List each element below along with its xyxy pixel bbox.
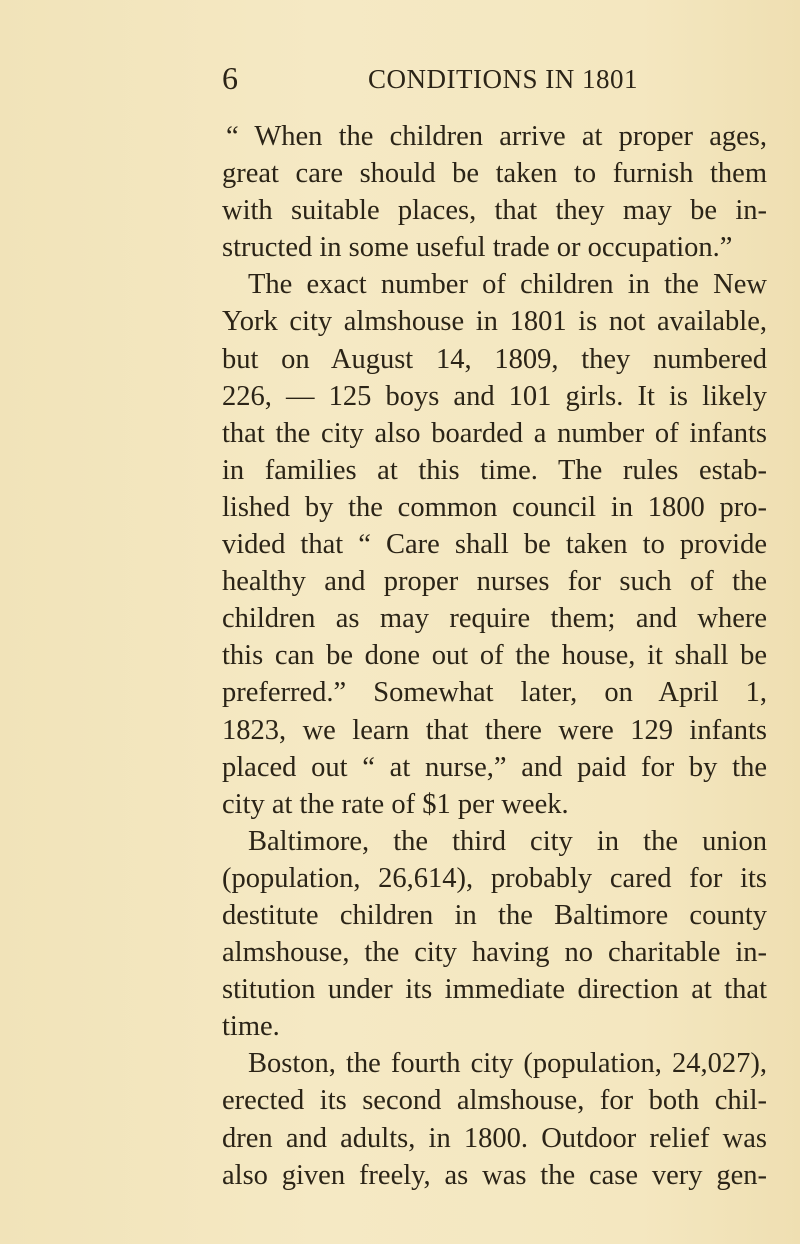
text-line: with suitable places, that they may be in- (222, 195, 767, 227)
text-line: in families at this time. The rules estab- (222, 454, 767, 486)
page-number: 6 (222, 60, 238, 96)
text-line: lished by the common council in 1800 pro- (222, 491, 767, 523)
text-line: dren and adults, in 1800. Outdoor relief was (222, 1122, 767, 1154)
text-line: Baltimore, the third city in the union (248, 825, 767, 857)
text-line: time. (222, 1011, 280, 1043)
text-line: that the city also boarded a number of infants (222, 417, 767, 449)
text-line: Boston, the fourth city (population, 24,027), (248, 1048, 767, 1080)
text-line: “ When the children arrive at proper ages, (226, 121, 767, 152)
page-header (222, 58, 782, 98)
text-line: erected its second almshouse, for both chil- (222, 1085, 767, 1117)
text-line: also given freely, as was the case very gen- (222, 1159, 767, 1191)
text-line: structed in some useful trade or occupation.” (222, 232, 733, 264)
text-line: (population, 26,614), probably cared for its (222, 862, 767, 894)
text-line: preferred.” Somewhat later, on April 1, (222, 677, 767, 709)
text-line: stitution under its immediate direction at that (222, 974, 767, 1006)
text-line: this can be done out of the house, it shall be (222, 640, 767, 672)
running-head: CONDITIONS IN 1801 (368, 64, 638, 94)
text-line: vided that “ Care shall be taken to provide (222, 529, 767, 561)
text-line: placed out “ at nurse,” and paid for by the (222, 751, 767, 783)
text-line: The exact number of children in the New (248, 269, 767, 301)
text-line: almshouse, the city having no charitable in- (222, 937, 767, 969)
text-line: but on August 14, 1809, they numbered (222, 343, 767, 375)
text-line: destitute children in the Baltimore county (222, 899, 767, 931)
text-line: 226, — 125 boys and 101 girls. It is likely (222, 380, 767, 412)
text-line: healthy and proper nurses for such of the (222, 566, 767, 598)
text-line: great care should be taken to furnish them (222, 158, 767, 190)
text-line: children as may require them; and where (222, 603, 767, 635)
text-line: York city almshouse in 1801 is not available, (222, 306, 767, 338)
body-text (222, 118, 767, 1194)
text-line: city at the rate of $1 per week. (222, 788, 569, 820)
text-line: 1823, we learn that there were 129 infants (222, 714, 767, 746)
